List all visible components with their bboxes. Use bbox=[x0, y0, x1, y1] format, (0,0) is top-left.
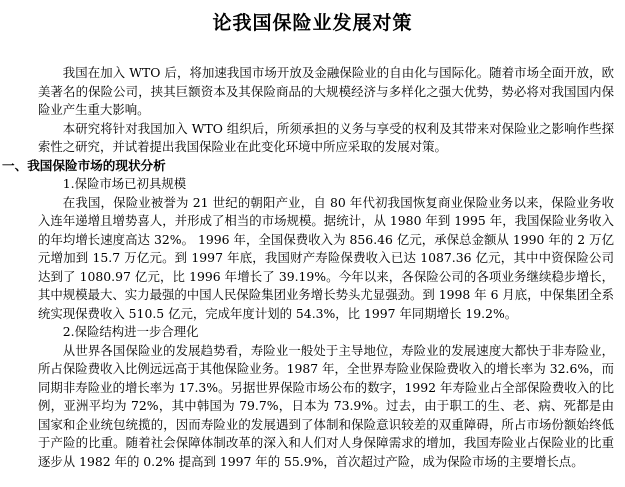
subsection-heading-1: 1.保险市场已初具规模 bbox=[62, 176, 187, 191]
intro-paragraph-1: 我国在加入 WTO 后，将加速我国市场开放及金融保险业的自由化与国际化。随着市场全面开放，欧美著名的保险公司，挟其巨额资本及其保险商品的大规模经济与多样化之强大优势，势必将对我国国内保险业产生重大影响。 bbox=[38, 65, 614, 117]
subsection-paragraph-1: 在我国，保险业被誉为 21 世纪的朝阳产业，自 80 年代初我国恢复商业保险业务以来，保险业务收入连年递增且增势喜人，并形成了相当的市场规模。据统计，从 1980 年到 1995 年，我国保险业务收入的年均增长速度高达 32%。 1996 年，全国保费收入为 856.46 亿元，承保总金额从 1990 年的 2 万亿元增加到 15.7 万亿元。到 1997 年底，我国财产寿险保费收入已达 1087.36 亿元，其中中资保险公司达到了 1080.97 亿元，比 1996 年增长了 39.19%。今年以来，各保险公司的各项业务继续稳步增长，其中规模最大、实力最强的中国人民保险集团业务增长势头尤显强劲。到 1998 年 6 月底，中保集团全系统实现保费收入 510.5 亿元，完成年度计划的 54.3%，比 1997 年同期增长 19.2%。 bbox=[38, 194, 614, 321]
document-body bbox=[2, 64, 614, 471]
section-heading: 一、我国保险市场的现状分析 bbox=[2, 157, 166, 173]
document-title: 论我国保险业发展对策 bbox=[212, 12, 413, 34]
subsection-heading-2: 2.保险结构进一步合理化 bbox=[62, 324, 199, 339]
subsection-paragraph-2: 从世界各国保险业的发展趋势看，寿险业一般处于主导地位，寿险业的发展速度大都快于非寿险业，所占保险费收入比例远远高于其他保险业务。1987 年，全世界寿险业保险费收入的增长率为 32.6%，而同期非寿险业的增长率为 17.3%。另据世界保险市场公布的数字，1992 年寿险业占全部保险费收入的比例，亚洲平均为 72%，其中韩国为 79.7%，日本为 73.9%。过去，由于职工的生、老、病、死都是由国家和企业统包统揽的，因而寿险业的发展遇到了体制和保险意识较差的双重障碍，所占市场份额始终低于产险的比重。随着社会保障体制改革的深入和人们对人身保障需求的增加，我国寿险业占保险业的比重逐步从 1982 年的 0.2% 提高到 1997 年的 55.9%，首次超过产险，成为保险市场的主要增长点。 bbox=[38, 342, 614, 469]
intro-paragraph-2: 本研究将针对我国加入 WTO 组织后，所须承担的义务与享受的权利及其带来对保险业之影响作些探索性之研究，并试着提出我国保险业在此变化环境中所应采取的发展对策。 bbox=[38, 120, 614, 154]
